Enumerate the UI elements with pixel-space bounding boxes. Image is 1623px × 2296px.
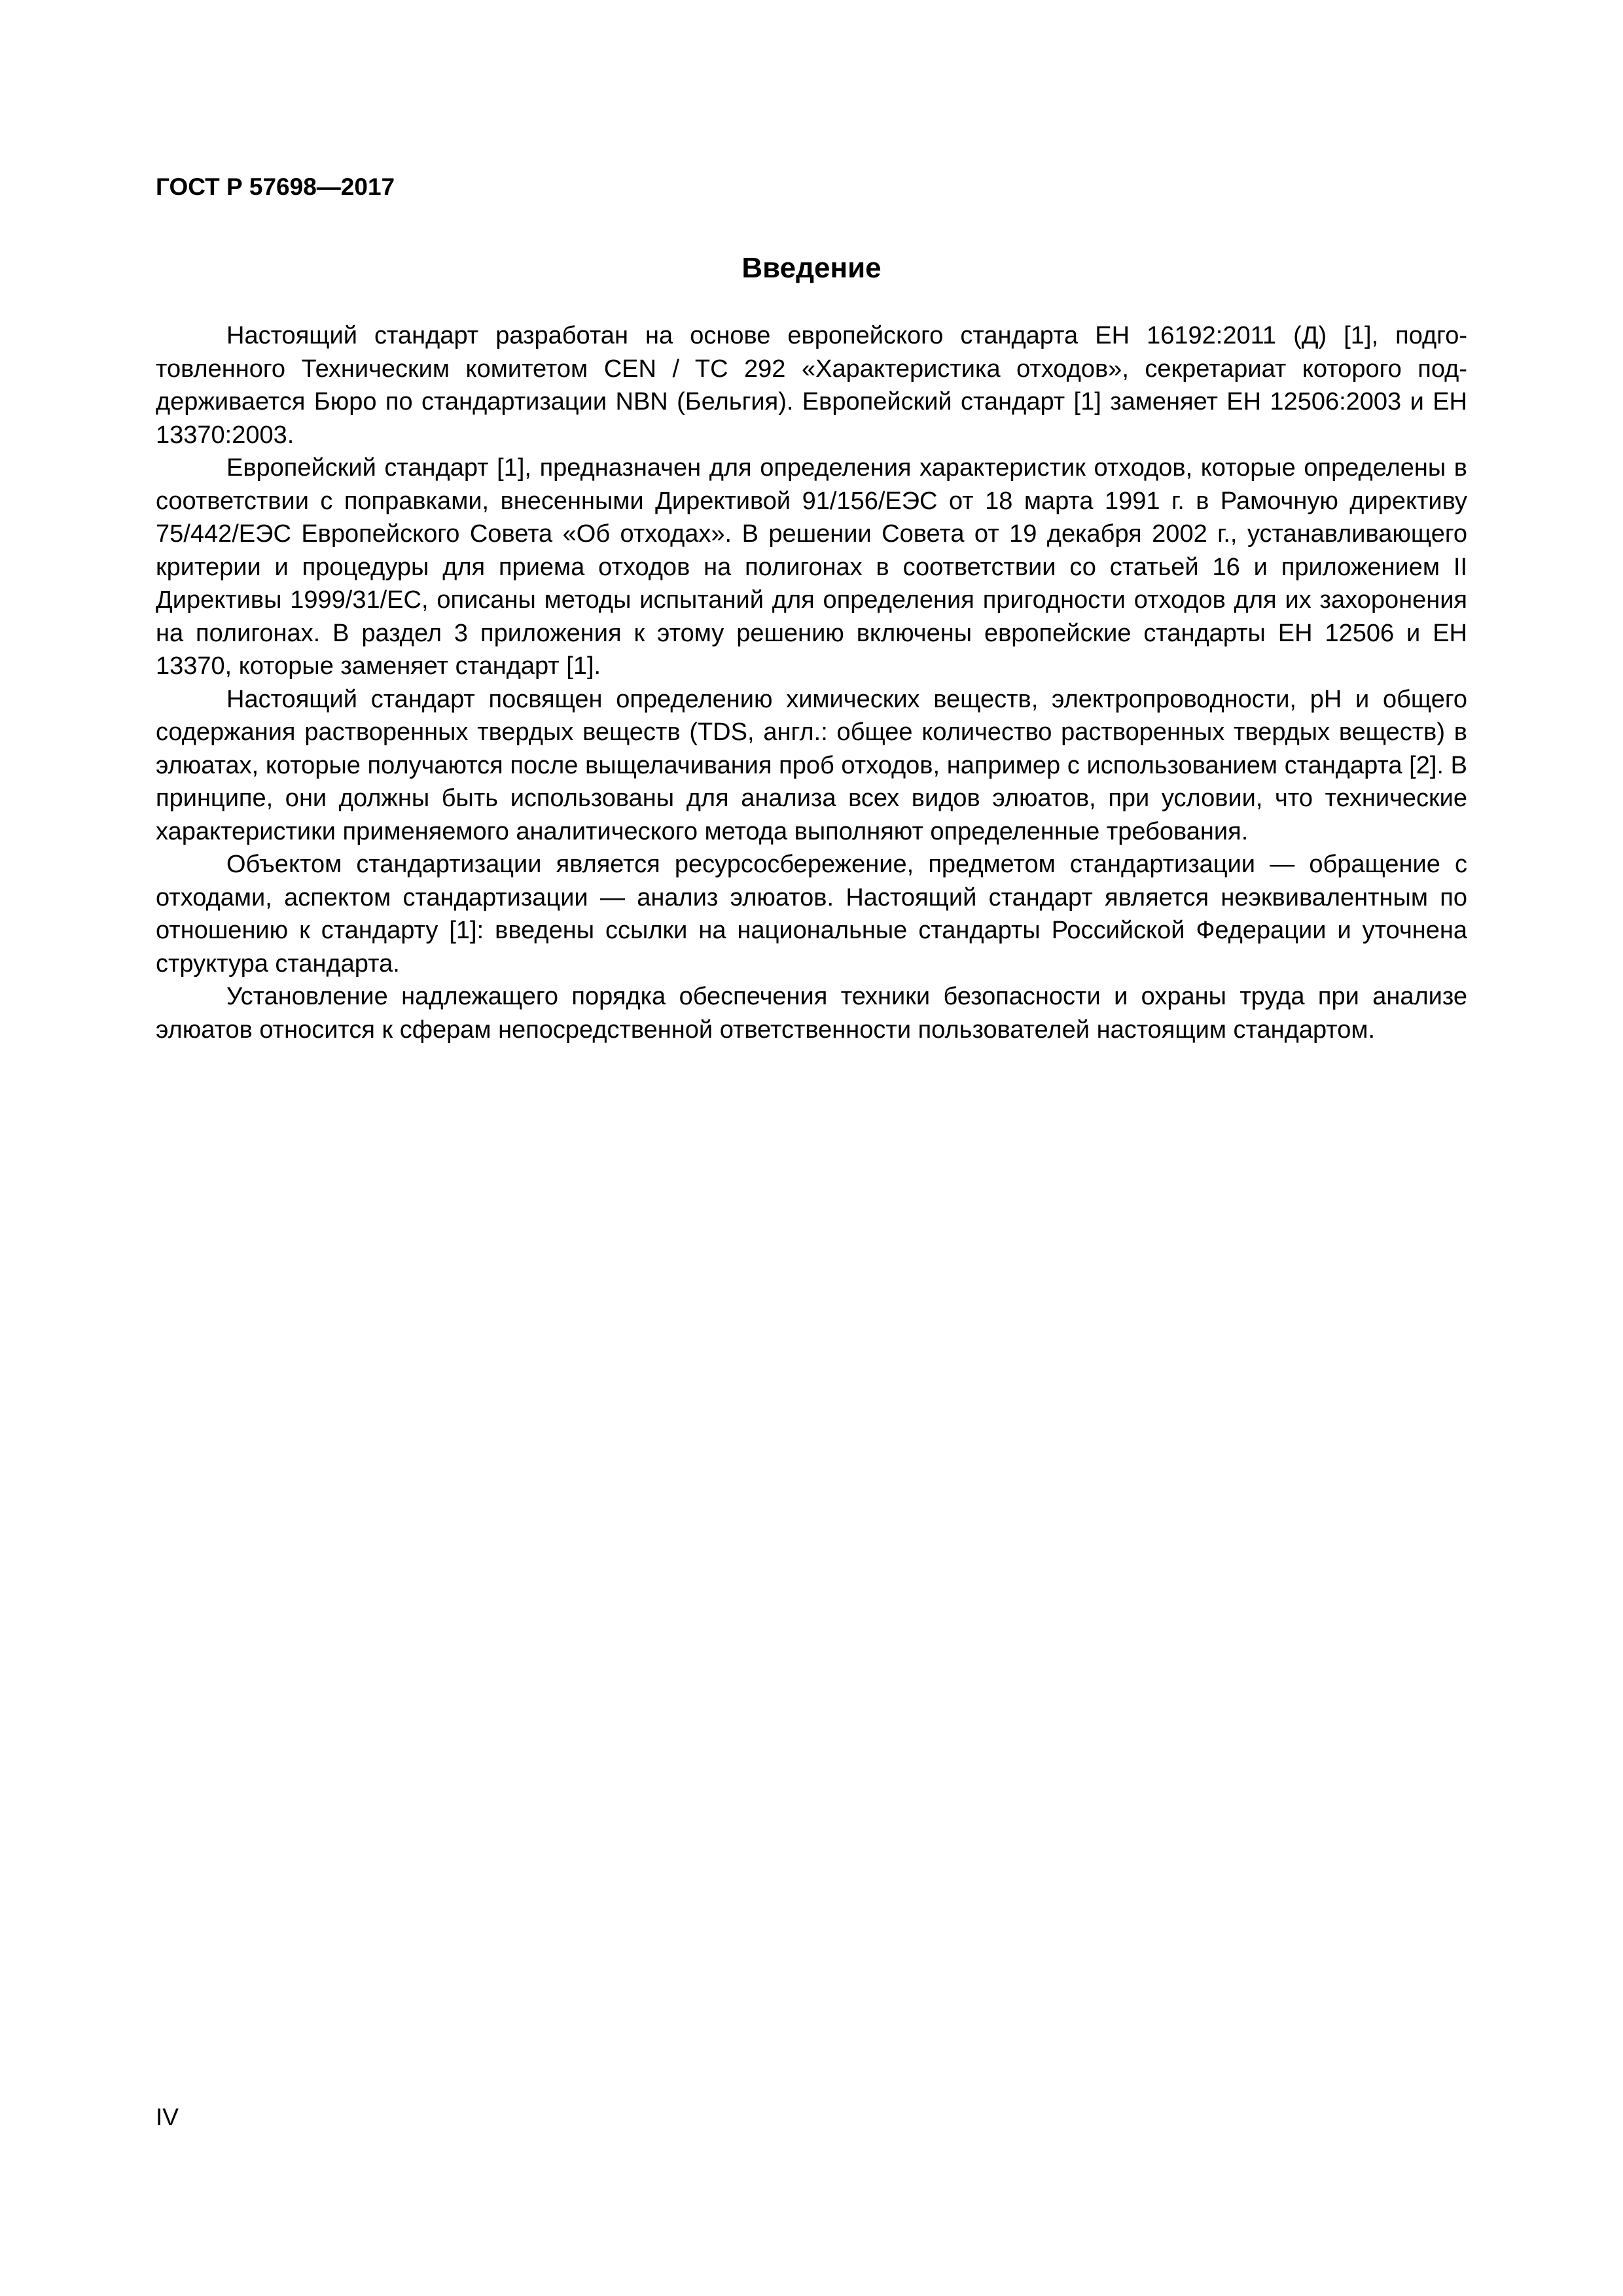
document-header-code: ГОСТ Р 57698—2017 <box>156 173 395 200</box>
paragraph-4: Объектом стандартизации является ресурсосбережение, предметом стандартизации — обращение с отходами, аспектом стандартизации — анализ элюатов. Настоящий стандарт является неэквивалентным по отношению к стандарту [1]: введены ссылки на национальные стандарты Российской Федерации и уточнена структура стандарта. <box>156 851 1467 978</box>
document-body <box>156 319 1467 1046</box>
page-number: IV <box>156 2104 179 2130</box>
section-title: Введение <box>741 252 882 284</box>
paragraph-5: Установление надлежащего порядка обеспечения техники безопасности и охраны труда при анализе элюатов относится к сферам непосредственной ответственности пользователей настоящим стандартом. <box>156 983 1467 1044</box>
paragraph-2: Европейский стандарт [1], предназначен для определения характеристик отходов, которые определены в соответствии с поправками, внесенными Директивой 91/156/ЕЭС от 18 марта 1991 г. в Рамочную директиву 75/442/ЕЭС Европейского Совета «Об отходах». В решении Совета от 19 декабря 2002 г., устанавливающего критерии и процедуры для приема отходов на полигонах в соответствии со статьей 16 и приложением II Директивы 1999/31/ЕС, описаны методы испытаний для определения пригодности отходов для их захоронения на полигонах. В раздел 3 приложения к этому решению включены европейские стандарты ЕН 12506 и ЕН 13370, которые заменяет стандарт [1]. <box>156 454 1467 680</box>
paragraph-1: Настоящий стандарт разработан на основе европейского стандарта ЕН 16192:2011 (Д) [1], подготовленного Техническим комитетом CEN / TC 292 «Характеристика отходов», секретариат которого поддерживается Бюро по стандартизации NBN (Бельгия). Европейский стандарт [1] заменяет ЕН 12506:2003 и ЕН 13370:2003. <box>156 322 1467 449</box>
paragraph-3: Настоящий стандарт посвящен определению химических веществ, электропроводности, pH и общего содержания растворенных твердых веществ (TDS, англ.: общее количество растворенных твердых веществ) в элюатах, которые получаются после выщелачивания проб отходов, например с использованием стандарта [2]. В принципе, они должны быть использованы для анализа всех видов элюатов, при условии, что технические характеристики применяемого аналитического метода выполняют определенные требования. <box>156 685 1467 845</box>
